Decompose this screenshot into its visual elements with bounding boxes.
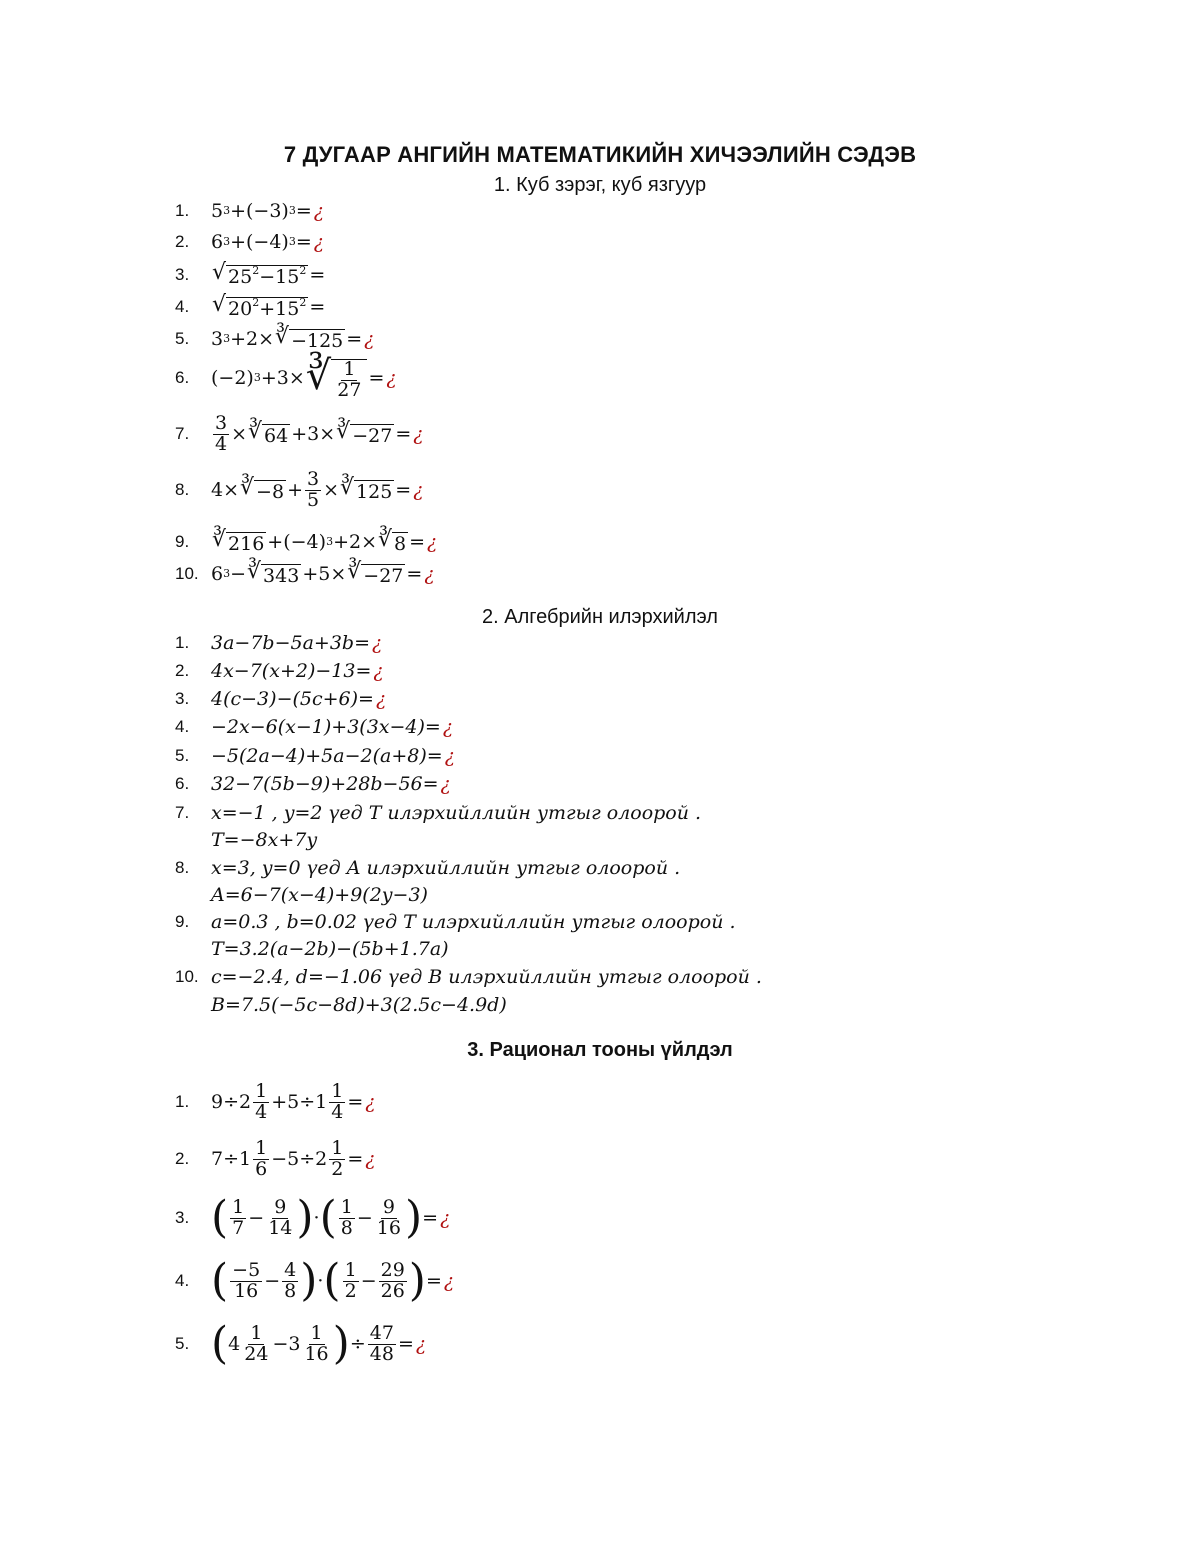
section-3-heading: 3. Рационал тооны үйлдэл bbox=[467, 1039, 733, 1061]
list-item bbox=[175, 802, 701, 824]
item-number: 9. bbox=[175, 532, 190, 551]
item-number: 2. bbox=[175, 232, 190, 251]
math-expression: c=−2.4, d=−1.06 үед B илэрхийллийн утгыг олоорой . bbox=[211, 966, 762, 988]
item-number: 7. bbox=[175, 803, 190, 822]
list-item bbox=[175, 745, 455, 767]
math-expression: 9÷2 $\frac{1}{4}$ +5÷1 $\frac{1}{4}$ = ¿ bbox=[211, 1080, 376, 1123]
list-item bbox=[175, 561, 435, 587]
item-number: 10. bbox=[175, 967, 199, 986]
math-expression: 4x−7(x+2)−13= ¿ bbox=[211, 660, 384, 682]
math-expression: √ $25^2-15^2$ = bbox=[212, 260, 326, 288]
item-number: 1. bbox=[175, 201, 190, 220]
math-expression: (−2) 3 +3× ∛ $\frac{1}{27}$ = ¿ bbox=[211, 353, 397, 401]
item-number: 6. bbox=[175, 368, 190, 388]
item-number: 8. bbox=[175, 858, 190, 877]
list-item bbox=[175, 1255, 455, 1306]
item-number: 1. bbox=[175, 633, 190, 652]
math-expression: −2x−6(x−1)+3(3x−4)= ¿ bbox=[211, 716, 454, 738]
math-expression: 5 3 +(−3) 3 = ¿ bbox=[211, 200, 324, 222]
list-item bbox=[175, 716, 453, 738]
math-expression: x=−1 , y=2 үед T илэрхийллийн утгыг олоорой . bbox=[211, 802, 702, 824]
list-item bbox=[175, 262, 325, 288]
item-number: 5. bbox=[175, 746, 190, 765]
list-item bbox=[175, 1318, 427, 1369]
expression-definition: A=6−7(x−4)+9(2y−3) bbox=[211, 884, 428, 906]
math-expression: 4× ∛ −8 + $\frac{3}{5}$ × ∛ 125 = ¿ bbox=[211, 468, 424, 511]
math-expression: $\frac{3}{4}$ × ∛ 64 +3× ∛ −27 = ¿ bbox=[215, 412, 424, 455]
item-number: 8. bbox=[175, 480, 190, 500]
list-item bbox=[175, 632, 382, 654]
section-2-heading: 2. Алгебрийн илэрхийлэл bbox=[482, 606, 718, 628]
item-number: 10. bbox=[175, 564, 199, 583]
math-expression: 6 3 − ∛ 343 +5× ∛ −27 = ¿ bbox=[211, 559, 435, 587]
item-number: 5. bbox=[175, 329, 190, 348]
list-item bbox=[175, 414, 423, 455]
math-expression: ( $\frac{1}{7}$ − $\frac{9}{14}$ ) · ( $\frac{1}{8}$ − $\frac{9}{16}$ ) = ¿ bbox=[211, 1192, 451, 1243]
math-expression: 3a−7b−5a+3b= ¿ bbox=[211, 632, 383, 654]
item-number: 7. bbox=[175, 424, 190, 444]
list-item bbox=[175, 529, 437, 555]
math-expression: x=3, y=0 үед A илэрхийллийн утгыг олоорой . bbox=[211, 857, 681, 879]
math-expression: 4(c−3)−(5c+6)= ¿ bbox=[211, 688, 387, 710]
list-item bbox=[175, 773, 451, 795]
math-expression: 32−7(5b−9)+28b−56= ¿ bbox=[211, 773, 451, 795]
list-item bbox=[175, 294, 325, 320]
item-number: 9. bbox=[175, 912, 190, 931]
list-item bbox=[175, 660, 384, 682]
list-item bbox=[175, 1192, 451, 1243]
list-item bbox=[175, 688, 386, 710]
list-item bbox=[175, 911, 736, 933]
item-number: 4. bbox=[175, 297, 190, 316]
item-number: 2. bbox=[175, 661, 190, 680]
page-title: 7 ДУГААР АНГИЙН МАТЕМАТИКИЙН ХИЧЭЭЛИЙН СЭДЭВ bbox=[283, 142, 917, 167]
expression-definition: T=−8x+7y bbox=[211, 829, 318, 851]
list-item bbox=[175, 857, 680, 879]
item-number: 6. bbox=[175, 774, 190, 793]
item-number: 4. bbox=[175, 717, 190, 736]
item-number: 2. bbox=[175, 1149, 190, 1169]
list-item bbox=[175, 326, 374, 352]
item-number: 4. bbox=[175, 1271, 190, 1290]
expression-definition: T=3.2(a−2b)−(5b+1.7a) bbox=[211, 938, 449, 960]
item-number: 3. bbox=[175, 1208, 190, 1227]
section-1-heading: 1. Куб зэрэг, куб язгуур bbox=[493, 174, 707, 196]
item-number: 3. bbox=[175, 689, 190, 708]
math-expression: ∛ 216 +(−4) 3 +2× ∛ 8 = ¿ bbox=[212, 527, 438, 555]
math-expression: a=0.3 , b=0.02 үед T илэрхийллийн утгыг олоорой . bbox=[211, 911, 736, 933]
math-expression: 7÷1 $\frac{1}{6}$ −5÷2 $\frac{1}{2}$ = ¿ bbox=[211, 1137, 376, 1180]
item-number: 5. bbox=[175, 1334, 190, 1353]
list-item bbox=[175, 1139, 375, 1180]
list-item bbox=[175, 966, 762, 988]
math-expression: √ $20^2+15^2$ = bbox=[212, 292, 326, 320]
math-expression: ( $\frac{-5}{16}$ − $\frac{4}{8}$ ) · ( $\frac{1}{2}$ − $\frac{29}{26}$ ) = ¿ bbox=[211, 1255, 455, 1306]
list-item bbox=[175, 470, 423, 511]
list-item bbox=[175, 200, 324, 222]
math-expression: −5(2a−4)+5a−2(a+8)= ¿ bbox=[211, 745, 455, 767]
math-expression: 3 3 +2× ∛ −125 = ¿ bbox=[211, 324, 375, 352]
list-item bbox=[175, 1082, 375, 1123]
list-item bbox=[175, 231, 324, 253]
item-number: 1. bbox=[175, 1092, 190, 1112]
math-expression: ( 4 $\frac{1}{24}$ −3 $\frac{1}{16}$ ) ÷ $\frac{47}{48}$ = ¿ bbox=[211, 1318, 427, 1369]
expression-definition: B=7.5(−5c−8d)+3(2.5c−4.9d) bbox=[211, 994, 507, 1016]
item-number: 3. bbox=[175, 265, 190, 284]
math-expression: 6 3 +(−4) 3 = ¿ bbox=[211, 231, 324, 253]
list-item bbox=[175, 353, 397, 401]
